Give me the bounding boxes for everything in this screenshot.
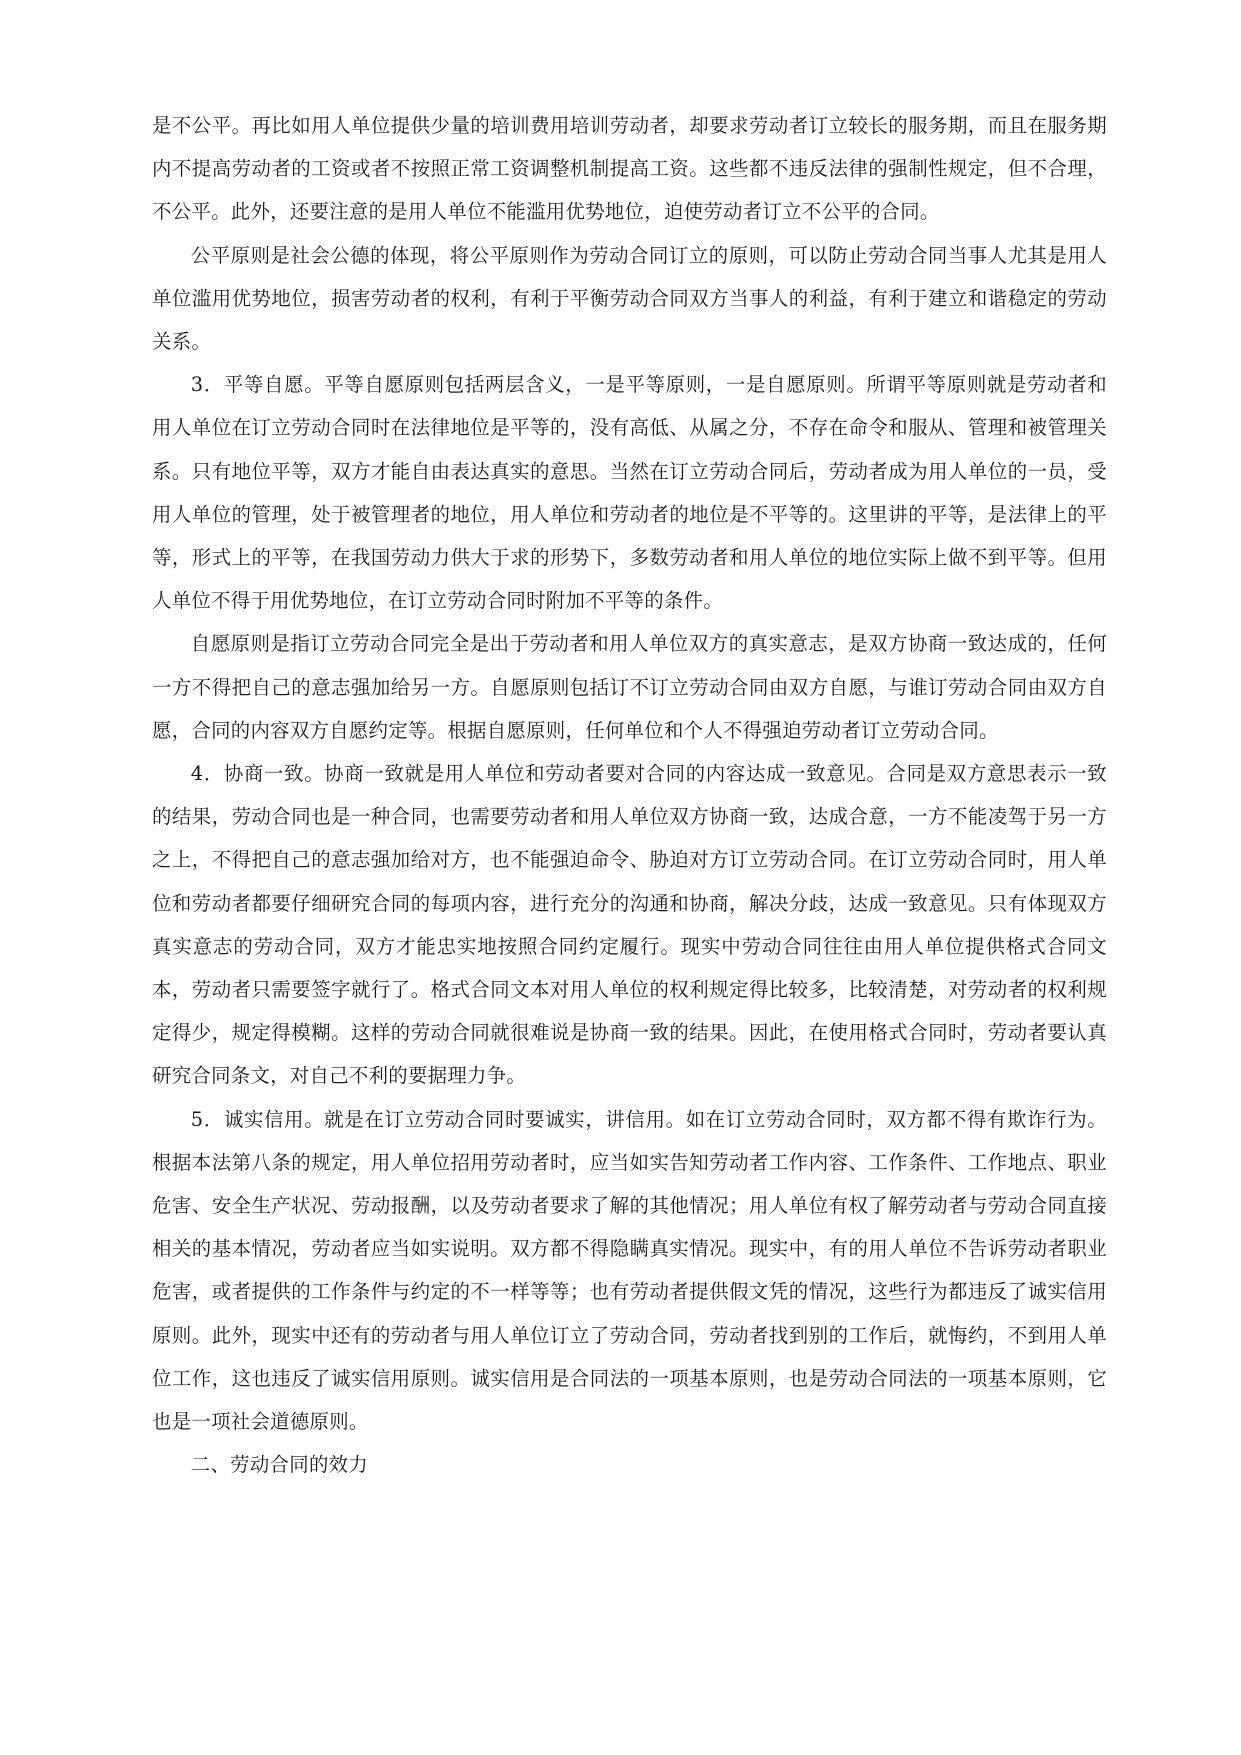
paragraph-good-faith: 5．诚实信用。就是在订立劳动合同时要诚实，讲信用。如在订立劳动合同时，双方都不得有欺诈行为。根据本法第八条的规定，用人单位招用劳动者时，应当如实告知劳动者工作内容、工作条件、工作地点、职业危害、安全生产状况、劳动报酬，以及劳动者要求了解的其他情况；用人单位有权了解劳动者与劳动合同直接相关的基本情况，劳动者应当如实说明。双方都不得隐瞒真实情况。现实中，有的用人单位不告诉劳动者职业危害，或者提供的工作条件与约定的不一样等等；也有劳动者提供假文凭的情况，这些行为都违反了诚实信用原则。此外，现实中还有的劳动者与用人单位订立了劳动合同，劳动者找到别的工作后，就悔约，不到用人单位工作，这也违反了诚实信用原则。诚实信用是合同法的一项基本原则，也是劳动合同法的一项基本原则，它也是一项社会道德原则。 — [152, 1107, 1107, 1434]
paragraph-consensus: 4．协商一致。协商一致就是用人单位和劳动者要对合同的内容达成一致意见。合同是双方意思表示一致的结果，劳动合同也是一种合同，也需要劳动者和用人单位双方协商一致，达成合意，一方不能凌驾于另一方之上，不得把自己的意志强加给对方，也不能强迫命令、胁迫对方订立劳动合同。在订立劳动合同时，用人单位和劳动者都要仔细研究合同的每项内容，进行充分的沟通和协商，解决分歧，达成一致意见。只有体现双方真实意志的劳动合同，双方才能忠实地按照合同约定履行。现实中劳动合同往往由用人单位提供格式合同文本，劳动者只需要签字就行了。格式合同文本对用人单位的权利规定得比较多，比较清楚，对劳动者的权利规定得少，规定得模糊。这样的劳动合同就很难说是协商一致的结果。因此，在使用格式合同时，劳动者要认真研究合同条文，对自己不利的要据理力争。 — [152, 762, 1107, 1088]
paragraph-equality-voluntariness: 3．平等自愿。平等自愿原则包括两层含义，一是平等原则，一是自愿原则。所谓平等原则就是劳动者和用人单位在订立劳动合同时在法律地位是平等的，没有高低、从属之分，不存在命令和服从、管理和被管理关系。只有地位平等，双方才能自由表达真实的意思。当然在订立劳动合同后，劳动者成为用人单位的一员，受用人单位的管理，处于被管理者的地位，用人单位和劳动者的地位是不平等的。这里讲的平等，是法律上的平等，形式上的平等，在我国劳动力供大于求的形势下，多数劳动者和用人单位的地位实际上做不到平等。但用人单位不得于用优势地位，在订立劳动合同时附加不平等的条件。 — [152, 373, 1107, 613]
paragraph-fairness-principle: 公平原则是社会公德的体现，将公平原则作为劳动合同订立的原则，可以防止劳动合同当事人尤其是用人单位滥用优势地位，损害劳动者的权利，有利于平衡劳动合同双方当事人的利益，有利于建立和谐稳定的劳动关系。 — [152, 243, 1107, 354]
paragraph-continued-fairness: 是不公平。再比如用人单位提供少量的培训费用培训劳动者，却要求劳动者订立较长的服务期，而且在服务期内不提高劳动者的工资或者不按照正常工资调整机制提高工资。这些都不违反法律的强制性规定，但不合理，不公平。此外，还要注意的是用人单位不能滥用优势地位，迫使劳动者订立不公平的合同。 — [152, 114, 1107, 224]
document-page — [152, 104, 1107, 1487]
section-heading-contract-validity: 二、劳动合同的效力 — [190, 1453, 369, 1477]
paragraph-voluntariness-principle: 自愿原则是指订立劳动合同完全是出于劳动者和用人单位双方的真实意志，是双方协商一致达成的，任何一方不得把自己的意志强加给另一方。自愿原则包括订不订立劳动合同由双方自愿，与谁订劳动合同由双方自愿，合同的内容双方自愿约定等。根据自愿原则，任何单位和个人不得强迫劳动者订立劳动合同。 — [152, 632, 1107, 742]
